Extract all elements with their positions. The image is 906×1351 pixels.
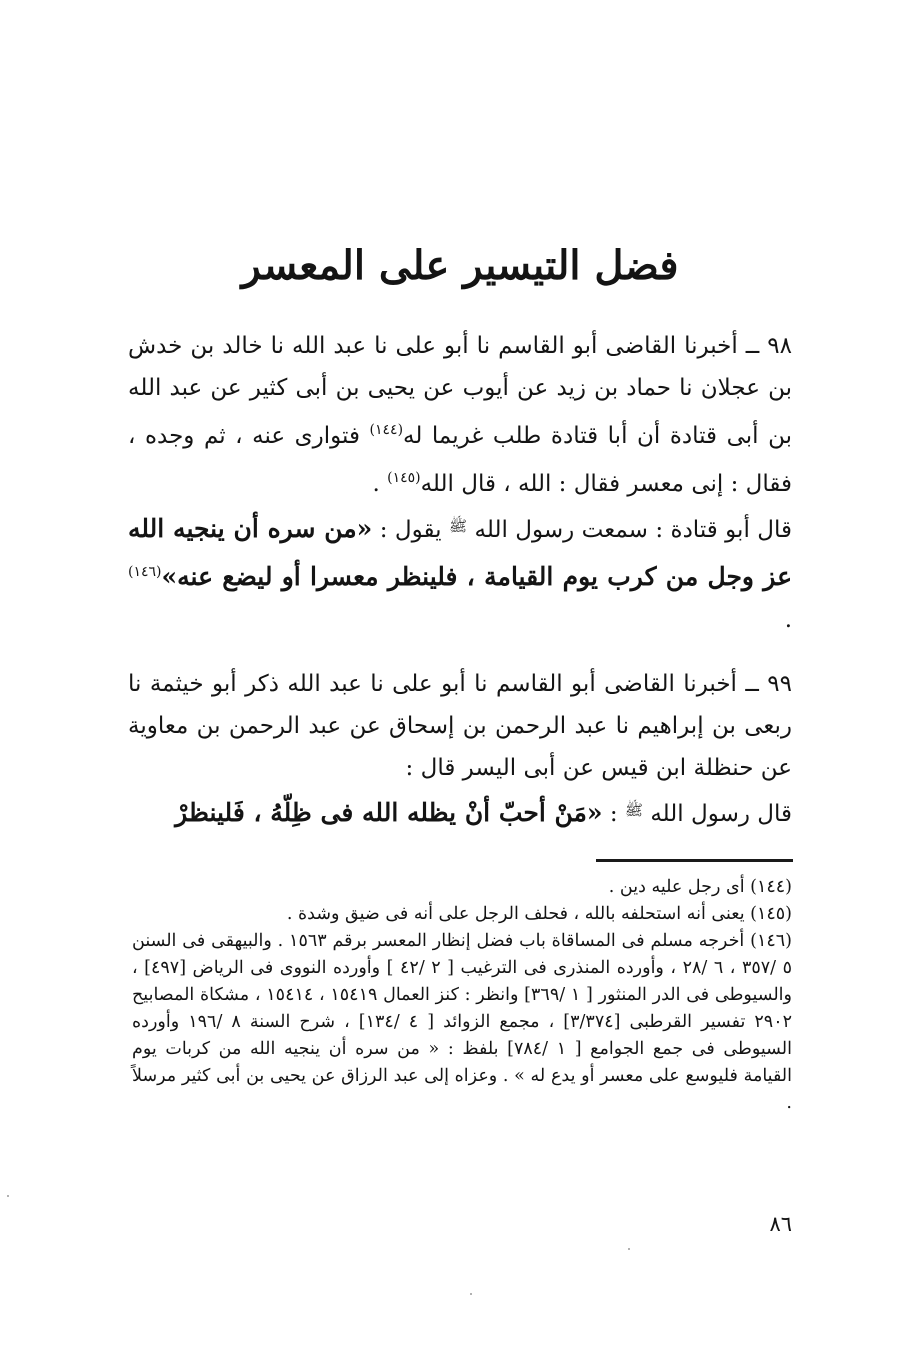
scan-speck [7,1195,9,1197]
hadith-98-text-cont: فتوارى عنه ، ثم وجده ، فقال : إنى معسر فقال : الله ، قال الله [128,423,792,497]
hadith-99-matn [128,789,792,835]
narration-intro: قال أبو قتادة : سمعت رسول الله [467,517,792,543]
hadith-98-text-end: . [372,471,388,497]
footnote-144: (١٤٤) أى رجل عليه دين . [608,877,792,897]
main-text [128,325,792,835]
narration-says: يقول : [372,517,449,543]
paragraph-gap [128,641,792,663]
hadith-98-text: ٩٨ ــ أخبرنا القاضى أبو القاسم نا أبو على نا عبد الله نا خالد بن خدش بن عجلان نا حماد بن زيد عن أيوب عن يحيى بن أبى كثير عن عبد الله بن أبى قتادة أن أبا قتادة طلب غريما له [128,333,792,449]
narration-sep: : [602,801,625,827]
footnote-ref-145[interactable]: (١٤٥) [387,470,421,486]
salla-glyph: ﷺ [448,517,468,535]
footnote-separator [596,859,793,862]
page-number: ٨٦ [769,1212,792,1236]
hadith-99-isnad [128,663,792,789]
scan-speck [470,1293,472,1295]
prophetic-hadith-text: «من سره أن ينجيه الله عز وجل من كرب يوم القيامة ، فلينظر معسرا أو ليضع عنه» [128,514,792,591]
footnote-ref-144[interactable]: (١٤٤) [369,422,404,438]
hadith-98-matn [128,505,792,641]
prophetic-hadith-text: «مَنْ أحبّ أنْ يظله الله فى ظِلّهُ ، فَلينظرْ [175,798,603,827]
footnote-ref-146[interactable]: (١٤٦) [128,564,162,580]
scan-speck [628,1248,630,1250]
footnote-146: (١٤٦) أخرجه مسلم فى المساقاة باب فضل إنظار المعسر برقم ١٥٦٣ . والبيهقى فى السنن ٥ /٣٥٧ ، ٦ /٢٨ ، وأورده المنذرى فى الترغيب [ ٢ /٤٢ ] وأورده النووى فى الرياض [٤٩٧] ، والسيوطى فى الدر المنثور [ ١ /٣٦٩] وانظر : كنز العمال ١٥٤١٩ ، ١٥٤١٤ ، مشكاة المصابيح ٢٩٠٢ تفسير القرطبى [٣/٣٧٤] ، مجمع الزوائد [ ٤ /١٣٤] ، شرح السنة ٨ /١٩٦ وأورده السيوطى فى جمع الجوامع [ ١ /٧٨٤] بلفظ : « من سره أن ينجيه الله من كربات يوم القيامة فليوسع على معسر أو يدع له » . وعزاه إلى عبد الرزاق عن يحيى بن أبى كثير مرسلاً . [132,931,793,1113]
end-mark: . [784,607,792,633]
hadith-99-text: ٩٩ ــ أخبرنا القاضى أبو القاسم نا أبو على نا عبد الله ذكر أبو خيثمة نا ربعى بن إبراهيم نا عبد الرحمن بن إسحاق عن عبد الرحمن بن معاوية عن حنظلة ابن قيس عن أبى اليسر قال : [128,671,792,781]
hadith-98-isnad [128,325,792,505]
chapter-title: فضل التيسير على المعسر [241,242,679,289]
salla-glyph: ﷺ [624,801,644,819]
footnote-145: (١٤٥) يعنى أنه استحلفه بالله ، فحلف الرجل على أنه فى ضيق وشدة . [286,904,792,924]
footnotes [132,874,792,1117]
narration-intro: قال رسول الله [643,801,792,827]
